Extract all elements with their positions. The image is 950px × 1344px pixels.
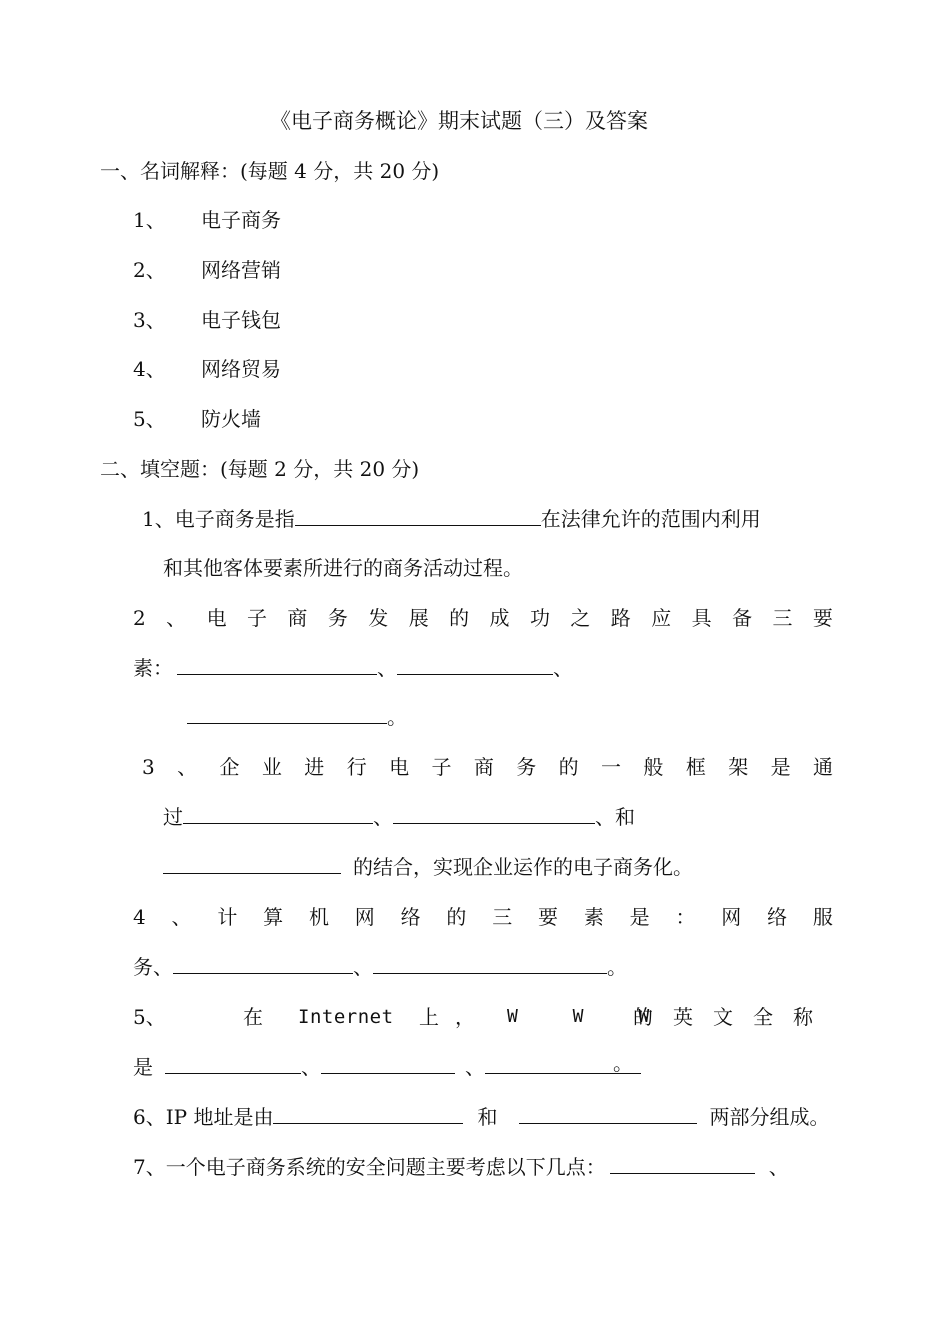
question-5-line1 (133, 1003, 833, 1031)
question-char: 络 (767, 905, 788, 929)
answer-blank[interactable] (485, 1053, 641, 1074)
question-char: 进 (304, 755, 325, 779)
question-char: 展 (408, 606, 429, 630)
answer-blank[interactable] (165, 1053, 301, 1074)
separator: 、 (373, 805, 393, 829)
question-3-line2 (163, 803, 635, 831)
question-char: 网 (721, 905, 742, 929)
term-text: 防火墙 (201, 407, 261, 431)
term-item-3 (133, 306, 281, 334)
question-char: 具 (691, 606, 712, 630)
question-text: 两部分组成。 (709, 1105, 830, 1129)
question-char: 络 (400, 905, 421, 929)
answer-blank[interactable] (173, 953, 353, 974)
question-char: 、 (166, 606, 187, 630)
term-number: 2、 (133, 258, 166, 282)
term-text: 电子钱包 (201, 308, 281, 332)
answer-blank[interactable] (393, 803, 595, 824)
answer-blank[interactable] (519, 1103, 697, 1124)
term-item-1 (133, 206, 281, 234)
question-char: 电 (389, 755, 410, 779)
answer-blank[interactable] (321, 1053, 455, 1074)
separator: 、和 (595, 805, 635, 829)
question-char: 的 (446, 905, 467, 929)
question-char: 务 (327, 606, 348, 630)
question-6-line (133, 1103, 829, 1131)
question-char: 的 (558, 755, 579, 779)
question-1-line1 (142, 505, 761, 533)
question-4-line1 (133, 903, 833, 931)
term-text: 网络贸易 (201, 357, 281, 381)
question-text: 和 (477, 1105, 498, 1129)
question-char: 服 (812, 905, 833, 929)
question-char: 电 (206, 606, 227, 630)
question-char: 是 (770, 755, 791, 779)
question-text: 过 (163, 805, 183, 829)
question-text: 上， (419, 1005, 491, 1029)
question-text: Internet (298, 1006, 394, 1028)
separator: 、 (768, 1155, 789, 1179)
question-char: 素 (583, 905, 604, 929)
question-char: 架 (728, 755, 749, 779)
term-item-2 (133, 256, 281, 284)
question-char: 行 (346, 755, 367, 779)
answer-blank[interactable] (183, 803, 373, 824)
term-text: 网络营销 (201, 258, 281, 282)
question-text: 是 (133, 1055, 153, 1079)
question-text: 务、 (133, 955, 173, 979)
question-char: 计 (217, 905, 238, 929)
question-text: 6、IP 地址是由 (133, 1105, 274, 1129)
question-2-line3 (187, 703, 407, 731)
question-char: 要 (538, 905, 559, 929)
answer-blank[interactable] (187, 703, 387, 724)
separator: 、 (301, 1055, 321, 1079)
question-char: 商 (473, 755, 494, 779)
question-char: 3 (142, 755, 155, 779)
question-char: 子 (431, 755, 452, 779)
term-number: 1、 (133, 208, 166, 232)
question-char: 三 (492, 905, 513, 929)
question-text: 在法律允许的范围内利用 (540, 507, 761, 531)
separator: 。 (387, 705, 407, 729)
separator: 。 (613, 1051, 633, 1075)
question-char: 网 (354, 905, 375, 929)
question-7-line (133, 1153, 789, 1181)
answer-blank[interactable] (373, 953, 607, 974)
question-char: 功 (529, 606, 550, 630)
question-text: 1、电子商务是指 (142, 507, 295, 531)
question-char: 路 (610, 606, 631, 630)
question-char: 要 (812, 606, 833, 630)
question-char: 之 (570, 606, 591, 630)
question-char: 应 (651, 606, 672, 630)
question-char: 一 (601, 755, 622, 779)
term-text: 电子商务 (201, 208, 281, 232)
answer-blank[interactable] (397, 654, 553, 675)
question-char: 子 (247, 606, 267, 630)
separator: 、 (353, 955, 373, 979)
question-char: 成 (489, 606, 510, 630)
term-item-4 (133, 355, 281, 383)
answer-blank[interactable] (295, 505, 541, 526)
page-title: 《电子商务概论》期末试题（三）及答案 (270, 109, 648, 133)
question-char: 机 (308, 905, 329, 929)
question-text: 7、一个电子商务系统的安全问题主要考虑以下几点： (133, 1155, 606, 1179)
question-text: 的结合，实现企业运作的电子商务化。 (353, 855, 693, 879)
term-number: 4、 (133, 357, 166, 381)
question-char: 通 (812, 755, 833, 779)
answer-blank[interactable] (163, 853, 341, 874)
question-char: ： (675, 905, 696, 929)
separator: 、 (553, 656, 573, 680)
separator: 、 (377, 656, 397, 680)
question-3-line3 (163, 853, 693, 881)
question-char: 算 (263, 905, 284, 929)
answer-blank[interactable] (610, 1153, 755, 1174)
term-number: 5、 (133, 407, 166, 431)
question-text: 5、 (133, 1005, 166, 1029)
question-char: 2 (133, 606, 146, 630)
question-char: 般 (643, 755, 664, 779)
question-2-line2 (133, 654, 573, 682)
question-text: 的英文全称 (633, 1005, 833, 1029)
question-2-line1 (133, 604, 833, 632)
question-1-line2: 和其他客体要素所进行的商务活动过程。 (163, 556, 523, 580)
question-3-line1 (142, 753, 833, 781)
question-char: 商 (287, 606, 308, 630)
separator: 、 (465, 1055, 485, 1079)
question-char: 框 (685, 755, 706, 779)
question-text: W W W (507, 1006, 672, 1027)
answer-blank[interactable] (273, 1103, 463, 1124)
question-char: 三 (772, 606, 793, 630)
question-char: 4 (133, 905, 146, 929)
question-char: 业 (261, 755, 282, 779)
question-char: 备 (732, 606, 753, 630)
question-text: 素： (133, 656, 173, 680)
question-char: 、 (177, 755, 198, 779)
answer-blank[interactable] (177, 654, 377, 675)
separator: 。 (607, 955, 627, 979)
section1-heading: 一、名词解释：(每题 4 分，共 20 分) (100, 159, 440, 183)
question-4-line2 (133, 953, 627, 981)
question-text: 在 (243, 1005, 263, 1029)
section2-heading: 二、填空题：(每题 2 分，共 20 分) (100, 457, 420, 481)
term-item-5 (133, 405, 261, 433)
question-char: 务 (516, 755, 537, 779)
question-char: 的 (449, 606, 470, 630)
question-char: 、 (171, 905, 192, 929)
term-number: 3、 (133, 308, 166, 332)
question-char: 发 (368, 606, 389, 630)
question-char: 企 (219, 755, 240, 779)
question-5-line2 (133, 1053, 641, 1081)
question-char: 是 (629, 905, 650, 929)
